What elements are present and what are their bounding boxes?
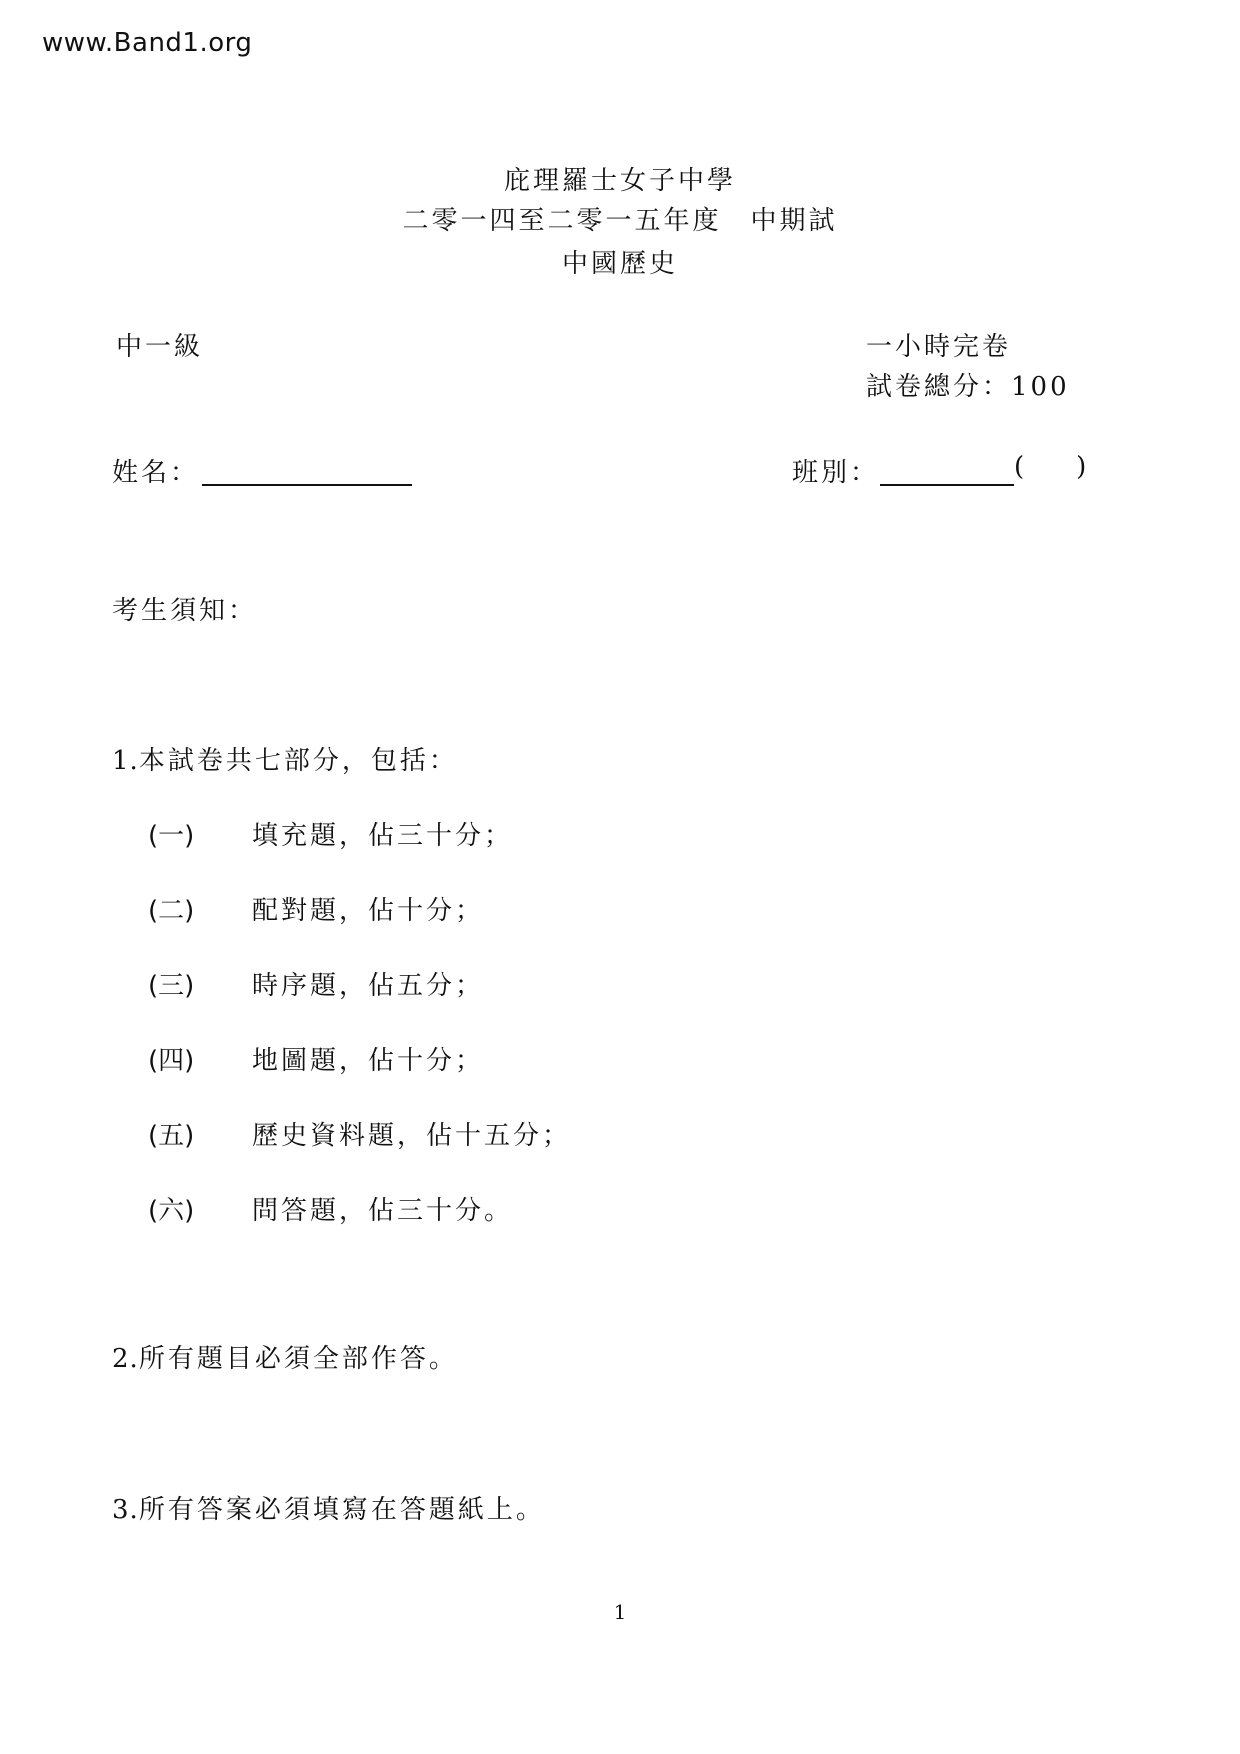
- class-blank-line: [880, 484, 1014, 486]
- school-name: 庇理羅士女子中學: [503, 166, 736, 196]
- part-marker: (二): [148, 896, 195, 926]
- instructions-heading: 考生須知：: [112, 596, 258, 626]
- page-number: 1: [613, 1600, 627, 1624]
- grade-level: 中一級: [116, 332, 204, 362]
- part-description: 地圖題，佔十分；: [252, 1046, 485, 1076]
- part-description: 歷史資料題，佔十五分；: [252, 1121, 572, 1151]
- instruction-item-1: [112, 740, 458, 777]
- part-marker: (六): [148, 1196, 195, 1226]
- part-description: 問答題，佔三十分。: [252, 1196, 514, 1226]
- exam-title: 二零一四至二零一五年度 中期試: [402, 206, 838, 236]
- part-description: 填充題，佔三十分；: [252, 821, 514, 851]
- part-marker: (一): [148, 821, 195, 851]
- instruction-number: 3.: [112, 1495, 139, 1525]
- instruction-text: 本試卷共七部分，包括：: [138, 746, 458, 776]
- part-description: 時序題，佔五分；: [252, 971, 485, 1001]
- website-url: www.Band1.org: [42, 28, 253, 58]
- class-label: 班別：: [792, 458, 880, 488]
- instruction-item-2: [112, 1338, 458, 1375]
- instruction-item-3: [112, 1489, 545, 1526]
- part-marker: (三): [148, 971, 195, 1001]
- exam-duration: 一小時完卷: [866, 332, 1012, 362]
- subject-title: 中國歷史: [561, 249, 678, 279]
- instruction-number: 1.: [112, 746, 139, 776]
- instruction-number: 2.: [112, 1344, 139, 1374]
- part-description: 配對題，佔十分；: [252, 896, 485, 926]
- class-number-brackets: ( ): [1014, 452, 1087, 482]
- name-label: 姓名：: [112, 458, 200, 488]
- instruction-text: 所有答案必須填寫在答題紙上。: [138, 1495, 545, 1525]
- name-blank-line: [202, 484, 412, 486]
- part-marker: (四): [148, 1046, 195, 1076]
- part-marker: (五): [148, 1121, 195, 1151]
- instruction-text: 所有題目必須全部作答。: [138, 1344, 458, 1374]
- total-score: 試卷總分：100: [866, 372, 1070, 402]
